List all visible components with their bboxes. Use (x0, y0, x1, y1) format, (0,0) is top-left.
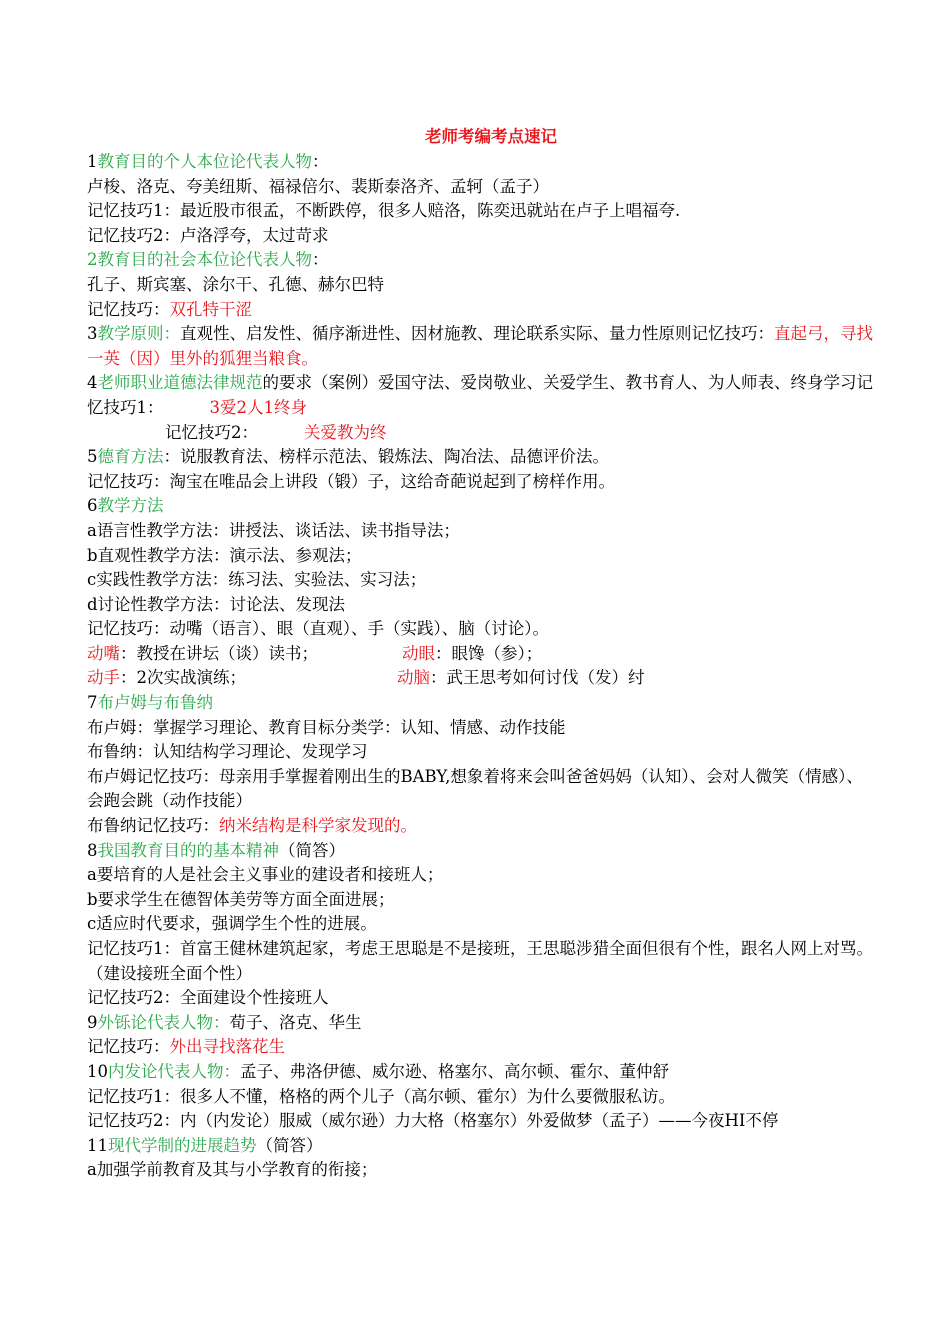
section-number: 3 (87, 324, 98, 344)
section-title: 教学方法 (97, 496, 164, 516)
section-title: 现代学制的进展趋势 (108, 1135, 257, 1155)
list-item: b直观性教学方法：演示法、参观法； (87, 545, 362, 565)
section-number: 11 (87, 1135, 108, 1155)
list-item: c适应时代要求，强调学生个性的进展。 (87, 914, 377, 934)
mnemonic-text: 3爱2人1终身 (209, 397, 307, 417)
section-11-heading: 11现代学制的进展趋势（简答） (87, 1135, 323, 1155)
section-title: 德育方法 (97, 447, 164, 467)
section-8-tip1: 记忆技巧1：首富王健林建筑起家，考虑王思聪是不是接班，王思聪涉猎全面但很有个性，跟名人网上对骂。（建设接班全面个性） (87, 939, 873, 983)
section-9-heading: 9外铄论代表人物：荀子、洛克、华生 (87, 1012, 362, 1032)
list-item: a加强学前教育及其与小学教育的衔接； (87, 1160, 378, 1180)
section-title: 教学原则 (97, 324, 164, 344)
list-item: a语言性教学方法：讲授法、谈话法、读书指导法； (87, 520, 460, 540)
section-10-tip2: 记忆技巧2：内（内发论）服威（威尔逊）力大格（格塞尔）外爱做梦（孟子）——今夜HI不停 (87, 1111, 779, 1131)
section-title: 布卢姆与布鲁纳 (97, 693, 213, 713)
section-2-tip: 记忆技巧：双孔特干涩 (87, 299, 252, 319)
section-9-tip: 记忆技巧：外出寻找落花生 (87, 1037, 285, 1057)
list-item: d讨论性教学方法：讨论法、发现法 (87, 594, 346, 614)
section-number: 8 (87, 840, 98, 860)
section-4-tip2: 记忆技巧2： 关爱教为终 (165, 422, 387, 442)
mnemonic-text: 纳米结构是科学家发现的。 (219, 816, 417, 836)
section-number: 2 (87, 250, 98, 270)
section-number: 1 (87, 152, 98, 171)
mnemonic-text: 双孔特干涩 (169, 299, 252, 319)
section-title: 我国教育目的的基本精神 (97, 840, 279, 860)
document-page (87, 124, 877, 1183)
section-6-heading (87, 494, 877, 519)
section-10-tip1: 记忆技巧1：很多人不懂，格格的两个儿子（高尔顿、霍尔）为什么要微服私访。 (87, 1086, 675, 1106)
section-3-paragraph: 3教学原则：直观性、启发性、循序渐进性、因材施教、理论联系实际、量力性原则记忆技巧：直起弓，寻找一英（因）里外的狐狸当粮食。 (87, 324, 873, 368)
section-2-people: 孔子、斯宾塞、涂尔干、孔德、赫尔巴特 (87, 274, 384, 294)
section-7-bloom: 布卢姆：掌握学习理论、教育目标分类学：认知、情感、动作技能 (87, 717, 566, 737)
section-number: 6 (87, 496, 98, 516)
section-7-heading (87, 691, 877, 716)
list-item: c实践性教学方法：练习法、实验法、实习法； (87, 570, 427, 590)
list-item: a要培育的人是社会主义事业的建设者和接班人； (87, 865, 444, 885)
mnemonic-text: 关爱教为终 (304, 422, 387, 442)
section-number: 7 (87, 693, 98, 713)
section-number: 9 (87, 1012, 98, 1032)
section-7-tip2: 布鲁纳记忆技巧：纳米结构是科学家发现的。 (87, 816, 417, 836)
section-4-paragraph: 4老师职业道德法律规范的要求（案例）爱国守法、爱岗敬业、关爱学生、教书育人、为人师表、终身学习记忆技巧1： 3爱2人1终身 (87, 373, 873, 417)
section-7-tip1: 布卢姆记忆技巧：母亲用手掌握着刚出生的BABY,想象着将来会叫爸爸妈妈（认知）、会对人微笑（情感）、会跑会跳（动作技能） (87, 766, 863, 811)
section-5-tip: 记忆技巧：淘宝在唯品会上讲段（锻）子，这给奇葩说起到了榜样作用。 (87, 471, 615, 491)
section-title: 教育目的社会本位论代表人物 (97, 250, 312, 270)
section-10-heading: 10内发论代表人物：孟子、弗洛伊德、威尔逊、格塞尔、高尔顿、霍尔、董仲舒 (87, 1061, 669, 1081)
section-number: 5 (87, 447, 98, 467)
section-title: 老师职业道德法律规范 (97, 373, 263, 393)
section-title: 内发论代表人物 (108, 1061, 224, 1081)
section-title: 外铄论代表人物 (97, 1012, 213, 1032)
section-8-tip2: 记忆技巧2：全面建设个性接班人 (87, 988, 329, 1008)
list-item: b要求学生在德智体美劳等方面全面进展； (87, 889, 395, 909)
section-title: 教育目的个人本位论代表人物 (97, 152, 312, 171)
mnemonic-text: 外出寻找落花生 (169, 1037, 285, 1057)
section-6-mouth-eye: 动嘴：教授在讲坛（谈）读书； 动眼：眼馋（参）； (87, 643, 543, 663)
section-2-heading: 2教育目的社会本位论代表人物： (87, 250, 329, 270)
section-6-tip: 记忆技巧：动嘴（语言）、眼（直观）、手（实践）、脑（讨论）。 (87, 619, 549, 639)
section-number: 4 (87, 373, 98, 393)
section-1-people: 卢梭、洛克、夸美纽斯、福禄倍尔、裴斯泰洛齐、孟轲（孟子） (87, 176, 549, 196)
page-title: 老师考编考点速记 (425, 127, 557, 146)
section-1-tip1: 记忆技巧1：最近股市很孟，不断跌停，很多人赔洛，陈奕迅就站在卢子上唱福夸. (87, 201, 681, 221)
section-1-heading: 1教育目的个人本位论代表人物： (87, 152, 329, 171)
section-7-bruner: 布鲁纳：认知结构学习理论、发现学习 (87, 742, 368, 762)
section-number: 10 (87, 1061, 108, 1081)
section-5-heading: 5德育方法：说服教育法、榜样示范法、锻炼法、陶冶法、品德评价法。 (87, 447, 609, 467)
section-6-hand-brain: 动手：2次实战演练； 动脑：武王思考如何讨伐（发）纣 (87, 668, 645, 688)
mnemonic-text: 直起弓，寻找一英（因）里外的狐狸当粮食。 (87, 324, 873, 368)
section-8-heading: 8我国教育目的的基本精神（简答） (87, 840, 345, 860)
section-1-tip2: 记忆技巧2：卢洛浮夸，太过苛求 (87, 225, 329, 245)
